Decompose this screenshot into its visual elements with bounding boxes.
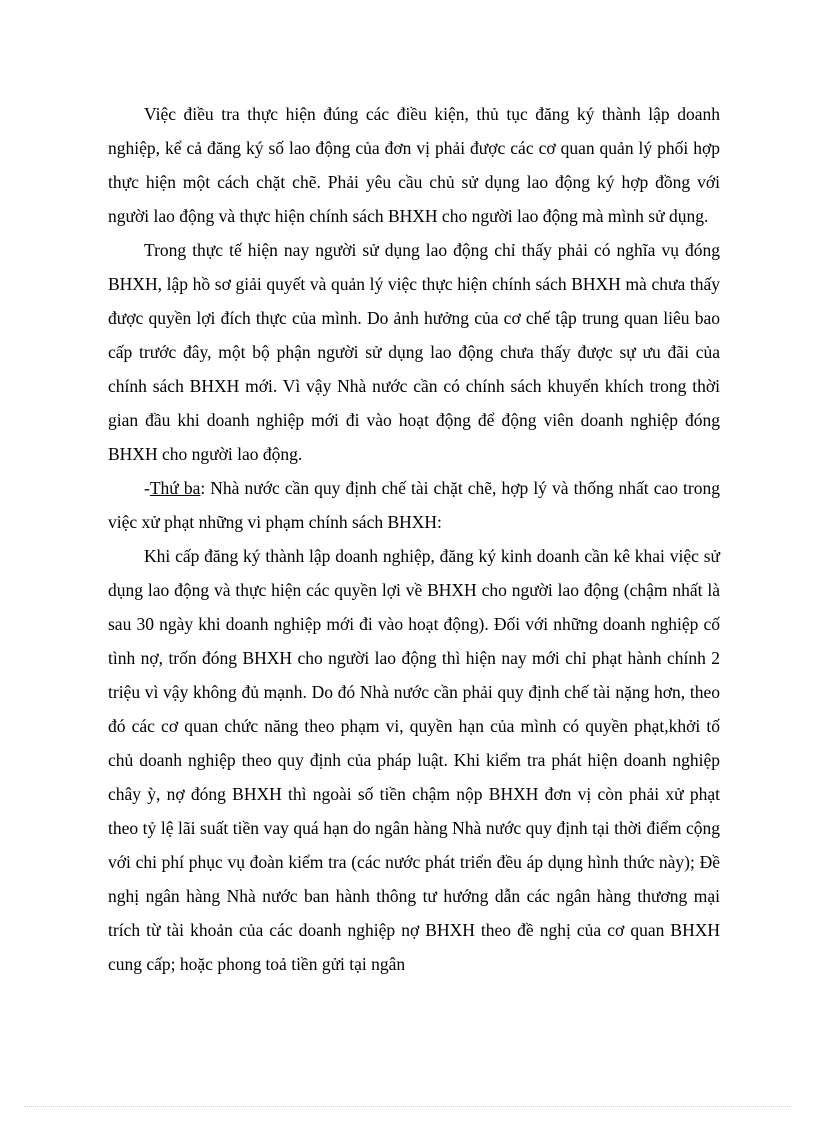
third-point-label: Thứ ba [149, 478, 201, 498]
third-point-text: : Nhà nước cần quy định chế tài chặt chẽ, hợp lý và thống nhất cao trong việc xử phạt những vi phạm chính sách BHXH: [108, 478, 720, 532]
third-point-prefix: - [144, 478, 150, 498]
paragraph-third-point [108, 471, 720, 539]
page-bottom-divider [24, 1106, 792, 1107]
paragraph-registration-inspection: Việc điều tra thực hiện đúng các điều kiện, thủ tục đăng ký thành lập doanh nghiệp, kể cả đăng ký số lao động của đơn vị phải được các cơ quan quản lý phối hợp thực hiện một cách chặt chẽ. Phải yêu cầu chủ sử dụng lao động ký hợp đồng với người lao động và thực hiện chính sách BHXH cho người lao động mà mình sử dụng. [108, 104, 720, 226]
paragraph-employer-awareness: Trong thực tế hiện nay người sử dụng lao động chỉ thấy phải có nghĩa vụ đóng BHXH, lập hồ sơ giải quyết và quản lý việc thực hiện chính sách BHXH mà chưa thấy được quyền lợi đích thực của mình. Do ảnh hưởng của cơ chế tập trung quan liêu bao cấp trước đây, một bộ phận người sử dụng lao động chưa thấy được sự ưu đãi của chính sách BHXH mới. Vì vậy Nhà nước cần có chính sách khuyến khích trong thời gian đầu khi doanh nghiệp mới đi vào hoạt động để động viên doanh nghiệp đóng BHXH cho người lao động. [108, 240, 720, 464]
paragraph-sanctions: Khi cấp đăng ký thành lập doanh nghiệp, đăng ký kinh doanh cần kê khai việc sử dụng lao động và thực hiện các quyền lợi về BHXH cho người lao động (chậm nhất là sau 30 ngày khi doanh nghiệp mới đi vào hoạt động). Đối với những doanh nghiệp cố tình nợ, trốn đóng BHXH cho người lao động thì hiện nay mới chỉ phạt hành chính 2 triệu vì vậy không đủ mạnh. Do đó Nhà nước cần phải quy định chế tài nặng hơn, theo đó các cơ quan chức năng theo phạm vi, quyền hạn của mình có quyền phạt,khởi tố chủ doanh nghiệp theo quy định của pháp luật. Khi kiểm tra phát hiện doanh nghiệp chây ỳ, nợ đóng BHXH thì ngoài số tiền chậm nộp BHXH đơn vị còn phải xử phạt theo tỷ lệ lãi suất tiền vay quá hạn do ngân hàng Nhà nước quy định tại thời điểm cộng với chi phí phục vụ đoàn kiểm tra (các nước phát triển đều áp dụng hình thức này); Đề nghị ngân hàng Nhà nước ban hành thông tư hướng dẫn các ngân hàng thương mại trích từ tài khoản của các doanh nghiệp nợ BHXH theo đề nghị của cơ quan BHXH cung cấp; hoặc phong toả tiền gửi tại ngân [108, 546, 720, 974]
document-body [108, 97, 720, 981]
